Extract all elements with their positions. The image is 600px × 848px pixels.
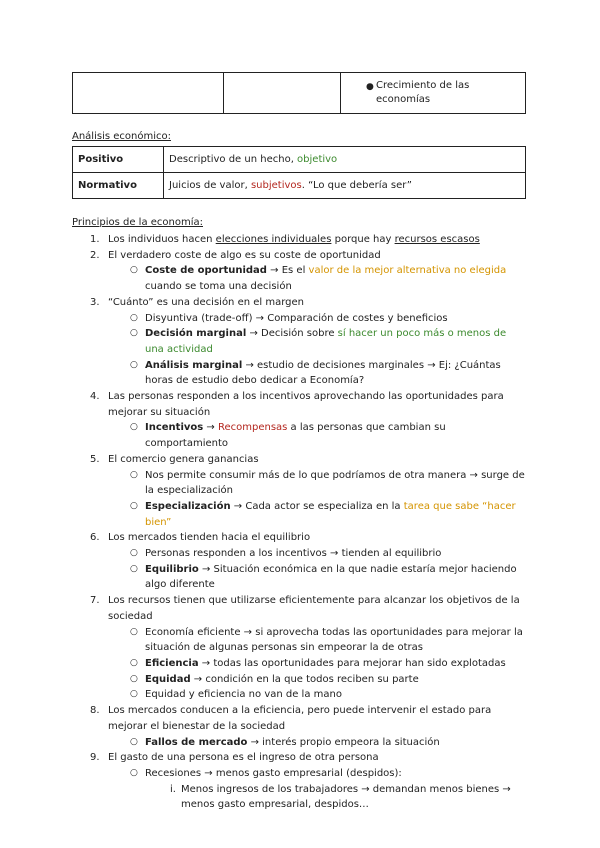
circle-bullet-icon: ○ (130, 657, 138, 668)
row-value: Descriptivo de un hecho, objetivo (164, 147, 526, 173)
row-label: Normativo (73, 173, 164, 199)
sub-sub-item: i. Menos ingresos de los trabajadores → demandan menos bienes → menos gasto empresarial, despidos… (170, 783, 511, 811)
continuation-table (72, 72, 526, 114)
circle-bullet-icon: ○ (130, 767, 138, 778)
table-row (73, 173, 526, 199)
list-item: 7. Los recursos tienen que utilizarse eficientemente para alcanzar los objetivos de la sociedad (90, 595, 520, 622)
sub-item: ○ Equidad → condición en la que todos reciben su parte (0, 672, 600, 688)
sub-item: ○ Análisis marginal → estudio de decisiones marginales → Ej: ¿Cuántas horas de estudio debo dedicar a Economía? (130, 359, 501, 387)
sub-item: ○ Equilibrio → Situación económica en la que nadie estaría mejor haciendo algo diferente (130, 563, 517, 591)
circle-bullet-icon: ○ (130, 500, 138, 511)
list-item: 6. Los mercados tienden hacia el equilibrio (90, 532, 311, 544)
circle-bullet-icon: ○ (130, 328, 138, 339)
list-item: 5. El comercio genera ganancias (90, 453, 259, 465)
sub-item: ○ Personas responden a los incentivos → tienden al equilibrio (0, 546, 600, 562)
bullet-text: Crecimiento de las economías (376, 80, 470, 105)
sub-item: ○ Especialización → Cada actor se especializa en la tarea que sabe “hacer bien” (130, 500, 516, 528)
analisis-table (72, 146, 526, 199)
bullet-icon: ● (366, 82, 374, 92)
sub-item: ○ Coste de oportunidad → Es el valor de la mejor alternativa no elegida cuando se toma una decisión (130, 265, 507, 293)
sub-item: ○ Incentivos → Recompensas a las personas que cambian su comportamiento (130, 422, 446, 450)
sub-item: ○ Disyuntiva (trade-off) → Comparación de costes y beneficios (0, 311, 600, 327)
sub-item: ○ Fallos de mercado → interés propio empeora la situación (0, 735, 600, 751)
circle-bullet-icon: ○ (130, 736, 138, 747)
principios-heading: Principios de la economía: (72, 217, 203, 228)
circle-bullet-icon: ○ (130, 359, 138, 370)
sub-item: ○ Economía eficiente → si aprovecha todas las oportunidades para mejorar la situación de algunas personas sin empeorar la de otras (130, 626, 523, 654)
list-item: 3. “Cuánto” es una decisión en el margen (90, 296, 304, 308)
circle-bullet-icon: ○ (130, 312, 138, 323)
row-value: Juicios de valor, subjetivos. “Lo que debería ser” (164, 173, 526, 199)
circle-bullet-icon: ○ (130, 626, 138, 637)
sub-item: ○ Recesiones → menos gasto empresarial (despidos): (0, 766, 600, 782)
list-item: 9. El gasto de una persona es el ingreso de otra persona (90, 752, 379, 764)
empty-cell (73, 73, 224, 114)
circle-bullet-icon: ○ (130, 673, 138, 684)
circle-bullet-icon: ○ (130, 469, 138, 480)
list-item: 1. Los individuos hacen elecciones individuales porque hay recursos escasos (90, 234, 480, 245)
circle-bullet-icon: ○ (130, 563, 138, 574)
sub-item: ○ Decisión marginal → Decisión sobre sí hacer un poco más o menos de una actividad (130, 328, 507, 355)
sub-item: ○ Nos permite consumir más de lo que podríamos de otra manera → surge de la especialización (130, 469, 525, 497)
list-item: 4. Las personas responden a los incentivos aprovechando las oportunidades para mejorar su situación (90, 391, 504, 418)
list-item: 2. El verdadero coste de algo es su coste de oportunidad (90, 249, 381, 261)
circle-bullet-icon: ○ (130, 548, 138, 559)
sub-item: ○ Eficiencia → todas las oportunidades para mejorar han sido explotadas (0, 656, 600, 672)
table-row (73, 147, 526, 173)
circle-bullet-icon: ○ (130, 265, 138, 276)
analisis-heading: Análisis económico: (72, 131, 171, 142)
circle-bullet-icon: ○ (130, 422, 138, 433)
empty-cell (224, 73, 341, 114)
circle-bullet-icon: ○ (130, 689, 138, 700)
row-label: Positivo (73, 147, 164, 173)
principios-list (0, 232, 600, 813)
list-item: 8. Los mercados conducen a la eficiencia, pero puede intervenir el estado para mejorar el bienestar de la sociedad (90, 705, 492, 732)
bullet-cell (341, 73, 526, 114)
sub-item: ○ Equidad y eficiencia no van de la mano (0, 687, 600, 703)
